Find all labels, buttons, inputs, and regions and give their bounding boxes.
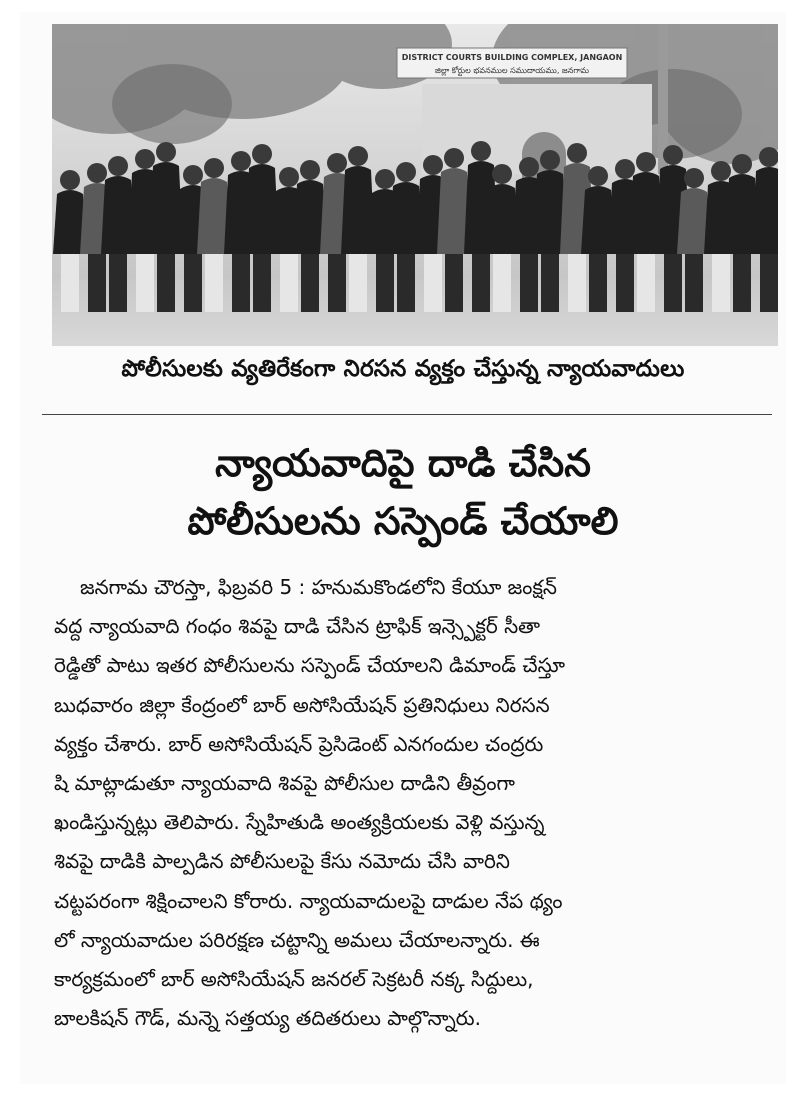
article-line: షి మాట్లాడుతూ న్యాయవాది శివపై పోలీసుల దాడిని తీవ్రంగా bbox=[54, 771, 515, 796]
article-line: కార్యక్రమంలో బార్ అసోసియేషన్ జనరల్ సెక్రటరీ నక్క సిద్దులు, bbox=[54, 967, 534, 992]
headline-line-2: పోలీసులను సస్పెండ్ చేయాలి bbox=[187, 499, 619, 543]
photo-caption: పోలీసులకు వ్యతిరేకంగా నిరసన వ్యక్తం చేస్తున్న న్యాయవాదులు bbox=[121, 356, 685, 382]
headline-line-1: న్యాయవాదిపై దాడి చేసిన bbox=[215, 441, 591, 485]
newspaper-clipping bbox=[20, 12, 786, 1084]
article-line: బాలకిషన్ గౌడ్, మన్నె సత్తయ్య తదితరులు పాల్గొన్నారు. bbox=[54, 1006, 481, 1031]
article-line: వద్ద న్యాయవాది గంధం శివపై దాడి చేసిన ట్రాఫిక్ ఇన్స్పెక్టర్ సీతా bbox=[54, 614, 540, 639]
article-body bbox=[54, 568, 774, 1038]
banner-telugu-text: జిల్లా కోర్టుల భవనముల సముదాయము, జనగామ bbox=[435, 66, 589, 75]
article-line: చట్టపరంగా శిక్షించాలని కోరారు. న్యాయవాదులపై దాడుల నేప థ్యం bbox=[54, 888, 563, 913]
article-line: జనగామ చౌరస్తా, ఫిబ్రవరి 5 : హనుమకొండలోని కేయూ జంక్షన్ bbox=[80, 575, 557, 599]
article-line: లో న్యాయవాదుల పరిరక్షణ చట్టాన్ని అమలు చేయాలన్నారు. ఈ bbox=[54, 927, 540, 952]
article-line: ఖండిస్తున్నట్లు తెలిపారు. స్నేహితుడి అంత్యక్రియలకు వెళ్లి వస్తున్న bbox=[54, 810, 545, 835]
building-banner bbox=[397, 48, 627, 78]
headline bbox=[38, 434, 768, 550]
article-line: శివపై దాడికి పాల్పడిన పోలీసులపై కేసు నమోదు చేసి వారిని bbox=[54, 849, 510, 874]
lawyers-group-image bbox=[52, 24, 778, 346]
article-line: రెడ్డితో పాటు ఇతర పోలీసులను సస్పెండ్ చేయాలని డిమాండ్ చేస్తూ bbox=[54, 653, 566, 678]
protest-photo bbox=[52, 24, 778, 346]
divider bbox=[42, 414, 772, 415]
article-line: వ్యక్తం చేశారు. బార్ అసోసియేషన్ ప్రెసిడెంట్ ఎనగందుల చంద్రరు bbox=[54, 731, 544, 756]
banner-english-text: DISTRICT COURTS BUILDING COMPLEX, JANGAON bbox=[401, 53, 623, 62]
article-line: బుధవారం జిల్లా కేంద్రంలో బార్ అసోసియేషన్ ప్రతినిధులు నిరసన bbox=[54, 692, 550, 717]
